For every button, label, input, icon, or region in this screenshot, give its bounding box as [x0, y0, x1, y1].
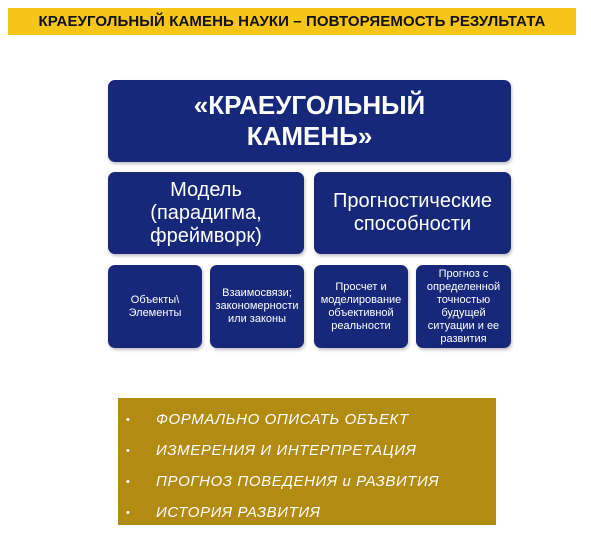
relations-box — [210, 265, 304, 348]
modeling-line-4: реальности — [331, 319, 391, 332]
cornerstone-line-2: КАМЕНЬ» — [246, 121, 373, 151]
forecast-line-2: определенной — [426, 280, 501, 293]
forecast-line-3: точностью — [436, 293, 491, 306]
relations-label — [215, 287, 298, 326]
objects-line-1: Объекты\ — [130, 293, 180, 306]
bullet-item — [124, 466, 496, 497]
relations-line-2: закономерности — [215, 300, 299, 312]
relations-line-1: Взаимосвязи; — [222, 287, 292, 299]
relations-line-3: или законы — [228, 313, 286, 325]
model-label — [150, 179, 262, 248]
bullet-text: ФОРМАЛЬНО ОПИСАТЬ ОБЪЕКТ — [156, 411, 409, 428]
forecast-line-4: будущей — [441, 306, 486, 319]
model-box — [108, 172, 304, 254]
bullet-item — [124, 404, 496, 435]
objects-line-2: Элементы — [128, 306, 182, 319]
modeling-label — [321, 281, 402, 333]
objects-label — [129, 294, 182, 320]
prognostic-line-2: способности — [353, 213, 472, 235]
cornerstone-box — [108, 80, 511, 162]
forecast-line-6: развития — [440, 332, 487, 345]
bullet-marker: • — [126, 413, 131, 426]
forecast-line-5: ситуации и ее — [427, 319, 500, 332]
bullet-marker: • — [126, 475, 131, 488]
bullet-marker: • — [126, 506, 131, 519]
model-line-1: Модель — [170, 178, 242, 201]
forecast-label — [427, 268, 500, 346]
model-line-3: фреймворк) — [150, 224, 262, 247]
prognostic-box — [314, 172, 511, 254]
bullet-item — [124, 435, 496, 466]
modeling-line-3: объективной — [328, 306, 394, 319]
modeling-box — [314, 265, 408, 348]
cornerstone-line-1: «КРАЕУГОЛЬНЫЙ — [193, 90, 426, 120]
model-line-2: (парадигма, — [150, 201, 262, 224]
prognostic-line-1: Прогностические — [332, 190, 492, 212]
bullet-list — [124, 404, 496, 528]
bullet-text: ИЗМЕРЕНИЯ И ИНТЕРПРЕТАЦИЯ — [156, 442, 417, 459]
page-title: КРАЕУГОЛЬНЫЙ КАМЕНЬ НАУКИ – ПОВТОРЯЕМОСТЬ РЕЗУЛЬТАТА — [38, 13, 546, 30]
bullet-text: ПРОГНОЗ ПОВЕДЕНИЯ и РАЗВИТИЯ — [156, 473, 440, 490]
modeling-line-2: моделирование — [320, 293, 402, 306]
bullet-text: ИСТОРИЯ РАЗВИТИЯ — [156, 504, 321, 521]
forecast-box — [416, 265, 511, 348]
page-title-banner — [8, 8, 576, 35]
bullet-marker: • — [126, 444, 131, 457]
objects-box — [108, 265, 202, 348]
prognostic-label — [333, 190, 492, 236]
modeling-line-1: Просчет и — [335, 280, 387, 293]
cornerstone-label — [194, 90, 426, 152]
forecast-line-1: Прогноз с — [438, 267, 489, 280]
bullet-panel — [118, 398, 496, 525]
bullet-item — [124, 497, 496, 528]
